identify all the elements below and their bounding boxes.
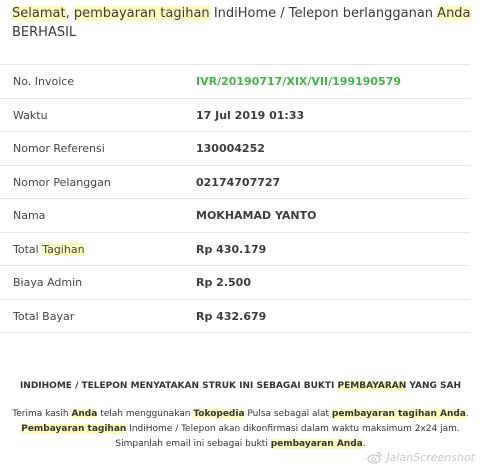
highlight-pembayaran-tagihan: Pembayaran tagihan	[21, 424, 127, 434]
admin-fee-value: Rp 2.500	[196, 276, 251, 289]
highlight-pembayaran: PEMBAYARAN	[337, 381, 407, 391]
total-bill-label-prefix: Total	[13, 242, 43, 256]
success-message	[12, 4, 472, 42]
highlight-anda: Anda	[71, 409, 98, 419]
weibo-icon	[367, 450, 383, 464]
footer-head-text: INDIHOME / TELEPON MENYATAKAN STRUK INI SEBAGAI BUKTI	[19, 381, 338, 391]
note-text: Pulsa sebagai alat	[244, 409, 332, 419]
highlight-pembayaran-tagihan-anda: pembayaran tagihan Anda	[331, 409, 466, 419]
row-name	[0, 199, 470, 233]
customer-number-value: 02174707727	[196, 175, 281, 189]
row-admin-fee	[0, 266, 470, 300]
reference-value: 130004252	[196, 142, 265, 155]
reference-label: Nomor Referensi	[13, 142, 105, 155]
title-status: BERHASIL	[12, 25, 77, 40]
row-total-pay	[0, 300, 470, 334]
title-text: ,	[65, 6, 74, 21]
receipt-validity-statement	[0, 381, 481, 391]
total-pay-label: Total Bayar	[13, 309, 75, 323]
name-value: MOKHAMAD YANTO	[196, 209, 317, 222]
row-total-bill	[0, 233, 470, 267]
note-text: .	[465, 409, 469, 419]
name-label: Nama	[13, 209, 46, 222]
note-text: Terima kasih	[12, 409, 72, 419]
footer-head-text: YANG SAH	[406, 381, 462, 391]
note-text: telah menggunakan	[97, 409, 194, 419]
row-invoice	[0, 65, 470, 99]
row-customer-number	[0, 166, 470, 200]
admin-fee-label: Biaya Admin	[13, 276, 83, 289]
title-text: IndiHome / Telepon berlangganan	[209, 6, 438, 21]
highlight-pembayaran-anda: pembayaran Anda	[270, 439, 363, 449]
total-pay-value: Rp 432.679	[196, 309, 267, 323]
note-text: Simpanlah email ini sebagai bukti	[115, 439, 271, 449]
highlight-tokopedia: Tokopedia	[193, 409, 245, 419]
customer-number-label: Nomor Pelanggan	[13, 175, 111, 189]
time-label: Waktu	[13, 108, 48, 122]
row-time	[0, 99, 470, 133]
transaction-details	[0, 64, 470, 333]
watermark-text: JalanScreenshot	[386, 450, 475, 464]
invoice-label: No. Invoice	[13, 75, 75, 88]
invoice-value[interactable]: IVR/20190717/XIX/VII/199190579	[196, 75, 402, 88]
thank-you-note	[10, 407, 471, 452]
note-text: IndiHome / Telepon akan dikonfirmasi dalam waktu maksimum 2x24 jam.	[126, 424, 460, 434]
note-text: .	[362, 439, 366, 449]
time-value: 17 Jul 2019 01:33	[196, 108, 305, 122]
total-bill-label	[13, 243, 85, 256]
highlight-tagihan: Tagihan	[42, 242, 85, 256]
highlight-pembayaran-tagihan: pembayaran tagihan	[73, 6, 210, 21]
highlight-anda: Anda	[437, 6, 471, 21]
watermark	[367, 450, 475, 464]
row-reference	[0, 132, 470, 166]
total-bill-value: Rp 430.179	[196, 242, 267, 256]
highlight-selamat: Selamat	[12, 6, 66, 21]
